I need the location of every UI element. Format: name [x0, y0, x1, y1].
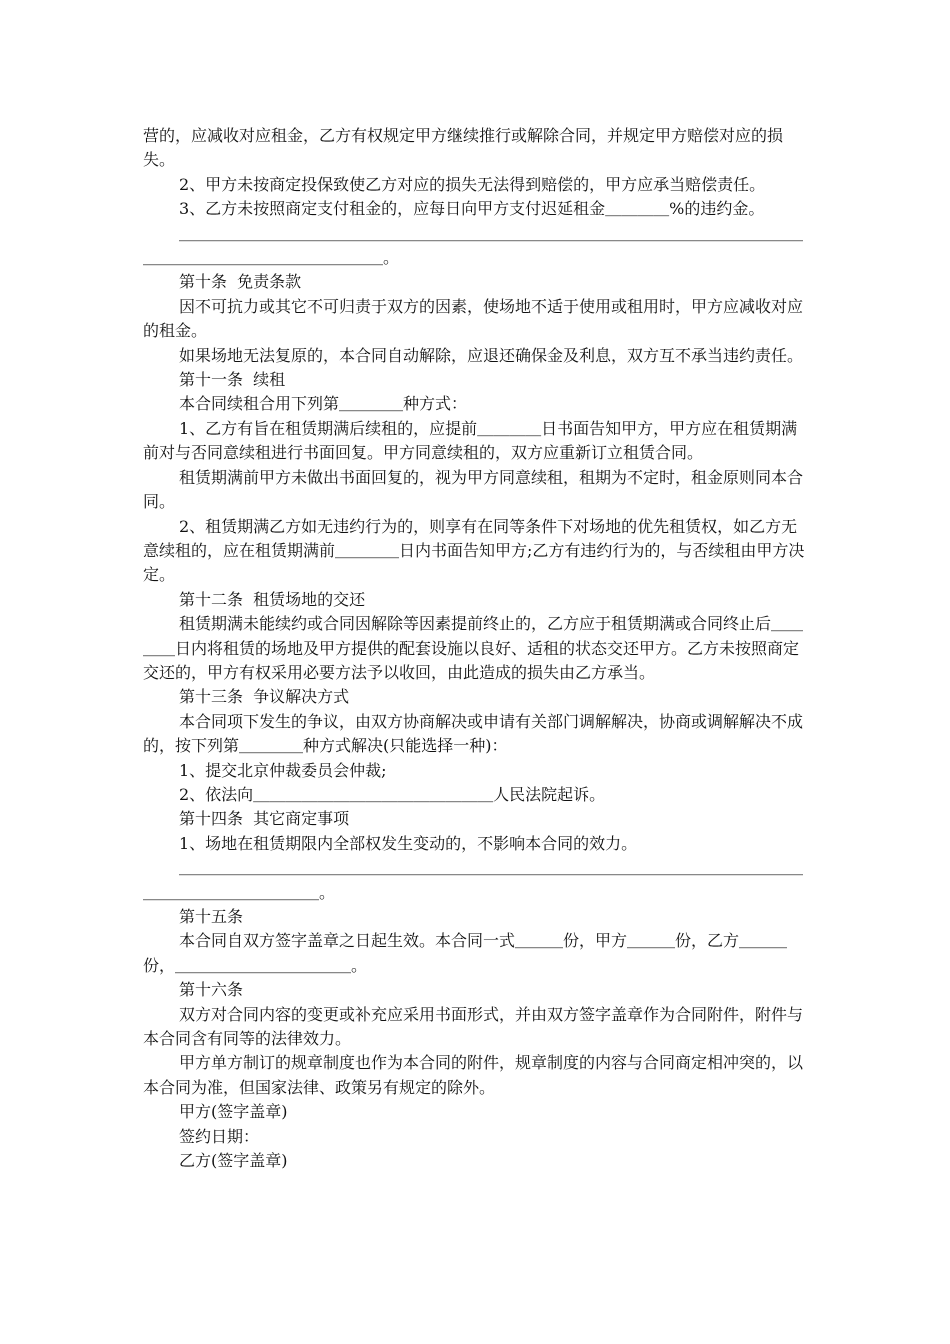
heading-article-11: 第十一条 续租 [179, 370, 286, 390]
paragraph-renewal-option-1: 1、乙方有旨在租赁期满后续租的，应提前＿＿＿＿日书面告知甲方，甲方应在租赁期满前对与否同意续租进行书面回复。甲方同意续租的，双方应重新订立租赁合同。 [143, 418, 798, 463]
signature-party-b: 乙方(签字盖章) [179, 1151, 288, 1171]
blank-line-1: ＿＿＿＿＿＿＿＿＿＿＿＿＿＿＿＿＿＿＿＿＿＿＿＿＿＿＿＿＿＿＿＿＿＿＿＿＿＿＿＿＿＿＿＿＿＿＿＿＿＿＿＿＿＿。 [143, 223, 804, 268]
paragraph-amendments: 双方对合同内容的变更或补充应采用书面形式，并由双方签字盖章作为合同附件，附件与本合同含有同等的法律效力。 [143, 1004, 804, 1049]
heading-article-16: 第十六条 [179, 980, 244, 1000]
signature-party-a: 甲方(签字盖章) [179, 1102, 288, 1122]
paragraph-renewal-method: 本合同续租合用下列第＿＿＿＿种方式： [179, 394, 468, 414]
paragraph-breach-clause-continued: 营的，应减收对应租金，乙方有权规定甲方继续推行或解除合同，并规定甲方赔偿对应的损失。 [143, 126, 784, 170]
paragraph-arbitration-option: 1、提交北京仲裁委员会仲裁; [179, 760, 387, 780]
paragraph-court-option: 2、依法向＿＿＿＿＿＿＿＿＿＿＿＿＿＿＿人民法院起诉。 [179, 784, 606, 804]
paragraph-late-rent-penalty: 3、乙方未按照商定支付租金的，应每日向甲方支付迟延租金＿＿＿＿%的违约金。 [179, 199, 765, 219]
paragraph-auto-termination: 如果场地无法复原的，本合同自动解除，应退还确保金及利息，双方互不承当违约责任。 [179, 345, 804, 365]
paragraph-effectiveness: 本合同自双方签字盖章之日起生效。本合同一式＿＿＿份，甲方＿＿＿份，乙方＿＿＿份，＿＿＿＿＿＿＿＿＿＿＿。 [143, 931, 788, 975]
contract-page [143, 124, 813, 1173]
heading-article-15: 第十五条 [179, 907, 244, 926]
paragraph-rules-attachment: 甲方单方制订的规章制度也作为本合同的附件，规章制度的内容与合同商定相冲突的，以本合同为准，但国家法律、政策另有规定的除外。 [143, 1053, 804, 1097]
heading-article-10: 第十条 免责条款 [179, 272, 302, 292]
paragraph-ownership-change: 1、场地在租赁期限内全部权发生变动的，不影响本合同的效力。 [179, 833, 638, 853]
paragraph-force-majeure: 因不可抗力或其它不可归责于双方的因素，使场地不适于使用或租用时，甲方应减收对应的租金。 [143, 296, 804, 341]
paragraph-insurance-breach: 2、甲方未按商定投保致使乙方对应的损失无法得到赔偿的，甲方应承当赔偿责任。 [179, 174, 766, 194]
paragraph-dispute-resolution: 本合同项下发生的争议，由双方协商解决或申请有关部门调解解决，协商或调解解决不成的，按下列第＿＿＿＿种方式解决(只能选择一种)： [143, 711, 804, 756]
paragraph-return-premises: 租赁期满未能续约或合同因解除等因素提前终止的，乙方应于租赁期满或合同终止后＿＿＿＿日内将租赁的场地及甲方提供的配套设施以良好、适租的状态交还甲方。乙方未按照商定交还的，甲方有权采用必要方法予以收回，由此造成的损失由乙方承当。 [143, 614, 804, 682]
paragraph-renewal-option-2: 2、租赁期满乙方如无违约行为的，则享有在同等条件下对场地的优先租赁权，如乙方无意续租的，应在租赁期满前＿＿＿＿日内书面告知甲方;乙方有违约行为的，与否续租由甲方决定。 [143, 516, 805, 585]
paragraph-renewal-no-reply: 租赁期满前甲方未做出书面回复的，视为甲方同意续租，租期为不定时，租金原则同本合同。 [143, 467, 804, 512]
heading-article-12: 第十二条 租赁场地的交还 [179, 589, 366, 609]
signing-date: 签约日期： [179, 1126, 260, 1146]
heading-article-13: 第十三条 争议解决方式 [179, 687, 350, 707]
heading-article-14: 第十四条 其它商定事项 [179, 809, 350, 829]
blank-line-2: ＿＿＿＿＿＿＿＿＿＿＿＿＿＿＿＿＿＿＿＿＿＿＿＿＿＿＿＿＿＿＿＿＿＿＿＿＿＿＿＿＿＿＿＿＿＿＿＿＿＿。 [143, 858, 804, 902]
